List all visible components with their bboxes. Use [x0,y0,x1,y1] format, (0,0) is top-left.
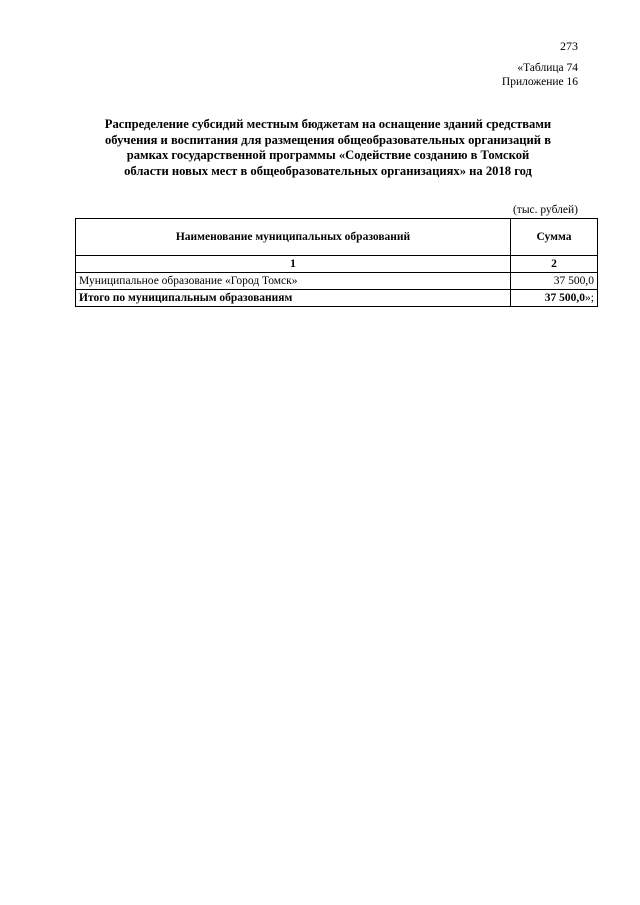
header-name: Наименование муниципальных образований [76,219,511,256]
total-amount: 37 500,0 [544,292,586,304]
table-row [76,273,598,290]
total-label: Итого по муниципальным образованиям [76,290,511,307]
total-row [76,290,598,307]
column-number-row [76,256,598,273]
subsidy-table [75,218,598,307]
row-municipality-name: Муниципальное образование «Город Томск» [76,273,511,290]
units-label: (тыс. рублей) [512,204,578,216]
table-reference [502,61,578,89]
title-line-1: Распределение субсидий местным бюджетам на оснащение зданий средствами [104,117,552,131]
table-ref-line-2: Приложение 16 [501,76,578,88]
row-amount: 37 500,0 [511,273,598,290]
header-amount: Сумма [511,219,598,256]
title-line-3: рамках государственной программы «Содействие созданию в Томской [126,148,530,162]
page-number: 273 [560,39,578,53]
closing-quote: »; [585,292,594,304]
document-title [68,117,588,179]
total-cell [511,290,598,307]
table-header-row [76,219,598,256]
column-number-2: 2 [511,256,598,273]
title-line-2: обучения и воспитания для размещения общеобразовательных организаций в [104,132,552,147]
table-ref-line-1: «Таблица 74 [517,62,578,74]
column-number-1: 1 [76,256,511,273]
title-line-4: области новых мест в общеобразовательных организациях» на 2018 год [124,163,532,178]
